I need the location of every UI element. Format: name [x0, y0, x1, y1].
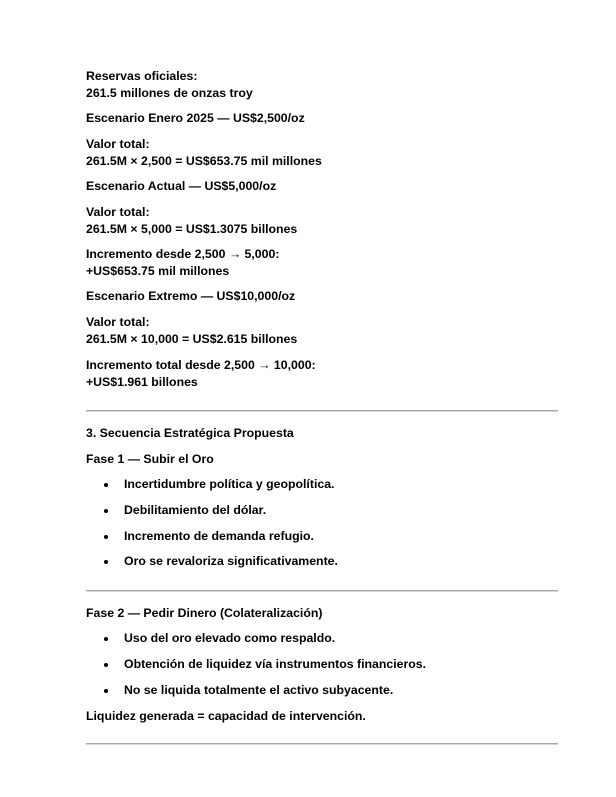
list-item	[86, 528, 558, 545]
list-item-text: Debilitamiento del dólar.	[124, 503, 267, 517]
total-value-extreme	[86, 314, 297, 348]
section-title: 3. Secuencia Estratégica Propuesta	[86, 426, 294, 440]
list-item	[86, 656, 558, 673]
text-line: Valor total:	[86, 315, 150, 329]
text-line: 261.5 millones de onzas troy	[86, 86, 253, 100]
text-line: Escenario Actual — US$5,000/oz	[86, 179, 277, 193]
text-line: Incremento desde 2,500 → 5,000:	[86, 247, 280, 261]
bullet-icon	[104, 663, 108, 667]
list-item-text: No se liquida totalmente el activo subyacente.	[124, 683, 394, 697]
bullet-icon	[104, 483, 108, 487]
total-value-current	[86, 204, 297, 238]
divider	[86, 590, 558, 592]
text-line: Reservas oficiales:	[86, 69, 198, 83]
divider	[86, 410, 558, 412]
bullet-icon	[104, 689, 108, 693]
text-line: Escenario Extremo — US$10,000/oz	[86, 289, 296, 303]
bullet-icon	[104, 509, 108, 513]
list-item	[86, 502, 558, 519]
text-line: Valor total:	[86, 205, 150, 219]
scenario-january-heading	[86, 110, 305, 127]
list-item	[86, 682, 558, 699]
text-line: +US$1.961 billones	[86, 375, 198, 389]
list-item-text: Incremento de demanda refugio.	[124, 529, 314, 543]
phase-2-title: Fase 2 — Pedir Dinero (Colateralización)	[86, 606, 323, 620]
text-line: Escenario Enero 2025 — US$2,500/oz	[86, 111, 305, 125]
list-item-text: Oro se revaloriza significativamente.	[124, 554, 338, 568]
increment-current	[86, 246, 279, 280]
text-line: Incremento total desde 2,500 → 10,000:	[86, 358, 316, 372]
phase-2-conclusion: Liquidez generada = capacidad de intervención.	[86, 709, 366, 723]
bullet-icon	[104, 535, 108, 539]
total-value-january	[86, 136, 322, 170]
list-item	[86, 476, 558, 493]
text-line: +US$653.75 mil millones	[86, 264, 230, 278]
list-item-text: Uso del oro elevado como respaldo.	[124, 631, 336, 645]
bullet-icon	[104, 637, 108, 641]
list-item	[86, 630, 558, 647]
increment-extreme	[86, 357, 316, 391]
phase-1-title: Fase 1 — Subir el Oro	[86, 452, 214, 466]
scenario-extreme-heading	[86, 288, 295, 305]
text-line: 261.5M × 5,000 = US$1.3075 billones	[86, 222, 298, 236]
reserves-paragraph	[86, 68, 253, 102]
bullet-icon	[104, 560, 108, 564]
text-line: 261.5M × 10,000 = US$2.615 billones	[86, 332, 298, 346]
text-line: 261.5M × 2,500 = US$653.75 mil millones	[86, 154, 322, 168]
list-item-text: Incertidumbre política y geopolítica.	[124, 477, 335, 491]
text-line: Valor total:	[86, 137, 150, 151]
scenario-current-heading	[86, 178, 276, 195]
list-item	[86, 553, 558, 570]
list-item-text: Obtención de liquidez vía instrumentos financieros.	[124, 657, 427, 671]
divider	[86, 743, 558, 745]
